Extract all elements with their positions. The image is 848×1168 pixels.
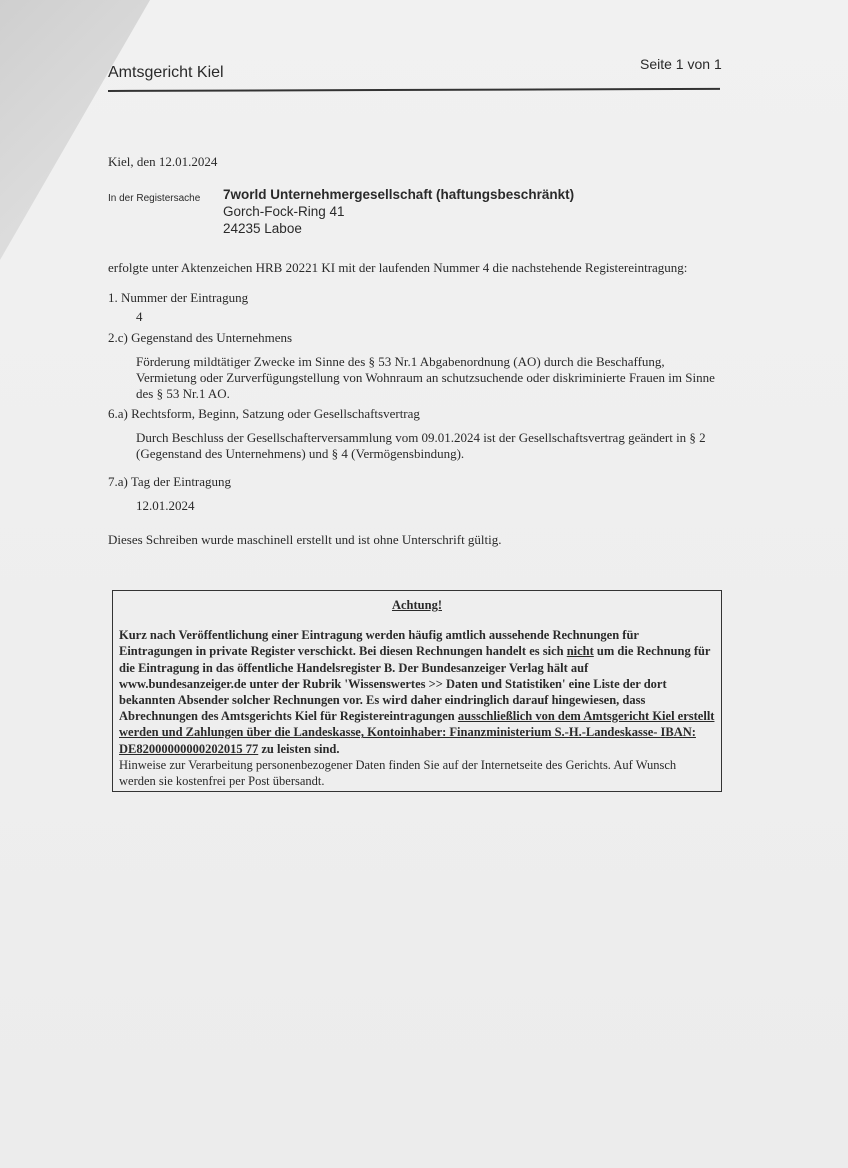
notice-warning-text: [119, 627, 715, 757]
entry-label: 6.a) Rechtsform, Beginn, Satzung oder Gesellschaftsvertrag: [108, 406, 420, 421]
notice-text-part: um die Rechnung für die Eintragung in das öffentliche Handelsregister B. Der Bundesanzeiger Verlag hält auf www.bundesanzeiger.de unter der Rubrik 'Wissenswertes >> Daten und Statistiken' eine Liste der dort bekannten Absender solcher Rechnungen vor. Es wird daher eindringlich darauf hingewiesen, dass Abrechnungen des Amtsgerichts Kiel für Registereintragungen: [119, 644, 711, 724]
entry-item-number: [108, 290, 720, 325]
court-name: Amtsgericht Kiel: [108, 64, 224, 81]
entry-item-legal-form: [108, 406, 720, 462]
page-indicator: Seite 1 von 1: [640, 56, 722, 72]
entry-label: 7.a) Tag der Eintragung: [108, 474, 232, 489]
notice-heading: Achtung!: [391, 598, 442, 612]
warning-notice-box: [112, 590, 722, 792]
header-divider: [108, 88, 720, 92]
entry-label: 2.c) Gegenstand des Unternehmens: [108, 330, 293, 345]
entry-value: Durch Beschluss der Gesellschafterversammlung vom 09.01.2024 ist der Gesellschaftsvertrag geändert in § 2 (Gegenstand des Unternehmens) und § 4 (Vermögensbindung).: [136, 430, 706, 461]
notice-emphasis: nicht: [566, 644, 594, 659]
register-address: [223, 186, 574, 237]
company-street: Gorch-Fock-Ring 41: [223, 204, 345, 219]
notice-text-part: zu leisten sind.: [258, 741, 340, 756]
page-fold-shadow: [0, 0, 150, 260]
entry-label: 1. Nummer der Eintragung: [108, 290, 249, 305]
entry-value: 12.01.2024: [136, 498, 195, 513]
register-label: In der Registersache: [108, 193, 201, 204]
notice-privacy-text: Hinweise zur Verarbeitung personenbezogener Daten finden Sie auf der Internetseite des Gerichts. Auf Wunsch werden sie kostenfrei per Post übersandt.: [119, 757, 677, 789]
entry-item-date: [108, 474, 720, 514]
notice-text-part: Kurz nach Veröffentlichung einer Eintragung werden häufig amtlich aussehende Rechnungen für Eintragungen in private Register verschickt. Bei diesen Rechnungen handelt es sich: [119, 628, 639, 659]
company-city: 24235 Laboe: [223, 221, 302, 236]
notice-payment-details: ausschließlich von dem Amtsgericht Kiel erstellt werden und Zahlungen über die Landeskasse, Kontoinhaber: Finanzministerium S.-H.-Landeskasse- IBAN: DE82000000000202015 77: [119, 709, 715, 756]
entry-value: 4: [136, 309, 143, 324]
entry-item-purpose: [108, 330, 720, 402]
machine-generated-note: Dieses Schreiben wurde maschinell erstellt und ist ohne Unterschrift gültig.: [108, 532, 502, 547]
intro-text: erfolgte unter Aktenzeichen HRB 20221 KI mit der laufenden Nummer 4 die nachstehende Registereintragung:: [108, 260, 688, 275]
entry-value: Förderung mildtätiger Zwecke im Sinne des § 53 Nr.1 Abgabenordnung (AO) durch die Beschaffung, Vermietung oder Zurverfügungstellung von Wohnraum an schutzsuchende oder diskriminierte Frauen im Sinne des § 53 Nr.1 AO.: [136, 354, 715, 401]
company-name: 7world Unternehmergesellschaft (haftungsbeschränkt): [223, 187, 575, 202]
date-line: Kiel, den 12.01.2024: [108, 154, 218, 169]
